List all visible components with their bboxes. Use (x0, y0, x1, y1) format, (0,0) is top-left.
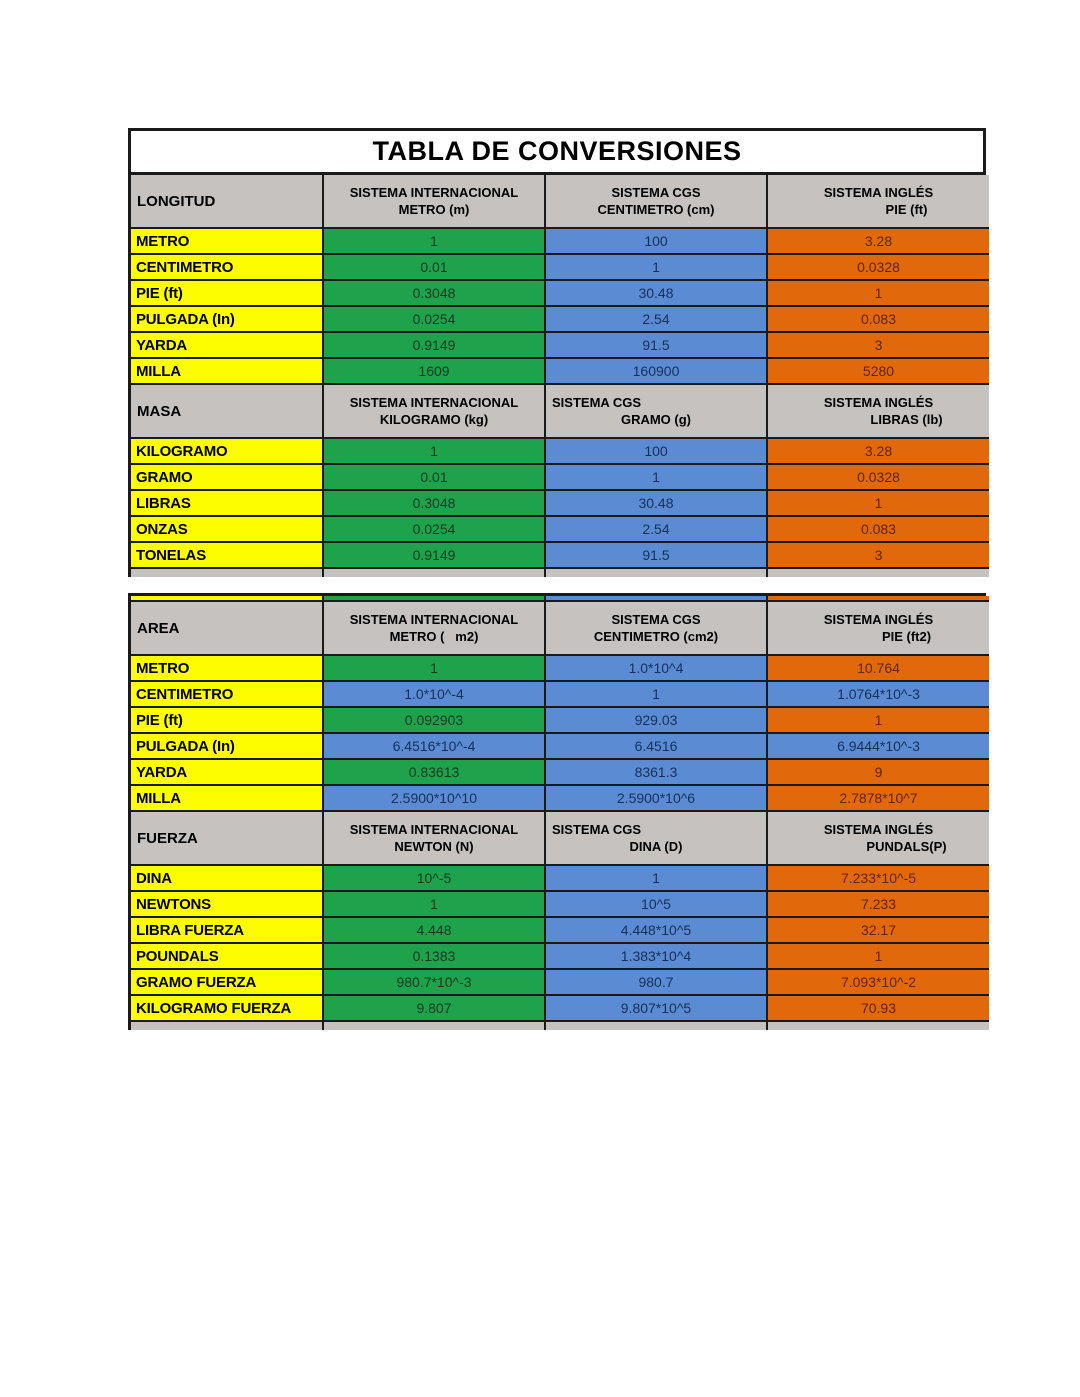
conversion-row (131, 255, 983, 281)
value-cell: 2.7878*10^7 (768, 786, 989, 812)
partial-row-cell (131, 569, 324, 577)
row-label-cell: ONZAS (131, 517, 324, 543)
value-cell: 1609 (324, 359, 546, 385)
system-header-cell (768, 602, 989, 656)
value-cell: 1.0764*10^-3 (768, 682, 989, 708)
value-cell: 0.83613 (324, 760, 546, 786)
partial-row-strip (131, 569, 983, 577)
value-cell: 1 (546, 866, 768, 892)
system-header-line2: KILOGRAMO (kg) (379, 412, 489, 427)
partial-row-cell (131, 1022, 324, 1030)
conversion-row (131, 944, 983, 970)
system-header-cell (324, 812, 546, 866)
conversion-row (131, 996, 983, 1022)
value-cell: 6.9444*10^-3 (768, 734, 989, 760)
value-cell: 1 (324, 229, 546, 255)
value-cell: 1 (324, 892, 546, 918)
row-label-cell: CENTIMETRO (131, 682, 324, 708)
value-cell: 1 (768, 944, 989, 970)
system-header-line2: CENTIMETRO (cm2) (593, 629, 719, 644)
value-cell: 3.28 (768, 439, 989, 465)
value-cell: 929.03 (546, 708, 768, 734)
system-header-line1: SISTEMA CGS (552, 822, 642, 837)
row-label-cell: YARDA (131, 333, 324, 359)
value-cell: 0.9149 (324, 543, 546, 569)
value-cell: 7.093*10^-2 (768, 970, 989, 996)
conversion-row (131, 918, 983, 944)
value-cell: 0.1383 (324, 944, 546, 970)
value-cell: 3 (768, 543, 989, 569)
system-header-line1: SISTEMA INTERNACIONAL (349, 185, 519, 200)
value-cell: 0.0328 (768, 465, 989, 491)
page-title: TABLA DE CONVERSIONES (131, 131, 983, 175)
row-label-cell: PIE (ft) (131, 708, 324, 734)
section-header-row-masa (131, 385, 983, 439)
value-cell: 0.092903 (324, 708, 546, 734)
system-header-line2: NEWTON (N) (394, 839, 474, 854)
system-header-cell (546, 812, 768, 866)
category-header-cell: AREA (131, 602, 324, 656)
value-cell: 2.54 (546, 517, 768, 543)
partial-row-cell (546, 1022, 768, 1030)
row-label-cell: DINA (131, 866, 324, 892)
system-header-line2: GRAMO (g) (620, 412, 692, 427)
system-header-line1: SISTEMA INTERNACIONAL (349, 395, 519, 410)
table-longitud-masa (128, 128, 986, 577)
row-label-cell: NEWTONS (131, 892, 324, 918)
value-cell: 1 (768, 491, 989, 517)
value-cell: 0.9149 (324, 333, 546, 359)
system-header-cell (768, 175, 989, 229)
conversion-row (131, 281, 983, 307)
system-header-line2: PUNDALS(P) (866, 839, 947, 854)
value-cell: 1.0*10^-4 (324, 682, 546, 708)
conversion-row (131, 708, 983, 734)
partial-row-strip (131, 1022, 983, 1030)
value-cell: 0.0254 (324, 517, 546, 543)
row-label-cell: LIBRAS (131, 491, 324, 517)
system-header-line2: CENTIMETRO (cm) (597, 202, 715, 217)
value-cell: 2.5900*10^10 (324, 786, 546, 812)
conversion-row (131, 786, 983, 812)
system-header-line2: PIE (ft2) (881, 629, 932, 644)
value-cell: 10^-5 (324, 866, 546, 892)
value-cell: 0.083 (768, 307, 989, 333)
value-cell: 100 (546, 229, 768, 255)
system-header-cell (546, 602, 768, 656)
section-header-row-area (131, 602, 983, 656)
row-label-cell: GRAMO FUERZA (131, 970, 324, 996)
row-label-cell: MILLA (131, 359, 324, 385)
system-header-line1: SISTEMA INTERNACIONAL (349, 612, 519, 627)
table-area-fuerza (128, 593, 986, 1030)
value-cell: 1 (546, 682, 768, 708)
value-cell: 1.383*10^4 (546, 944, 768, 970)
system-header-line1: SISTEMA CGS (611, 185, 701, 200)
value-cell: 5280 (768, 359, 989, 385)
value-cell: 4.448*10^5 (546, 918, 768, 944)
value-cell: 4.448 (324, 918, 546, 944)
value-cell: 91.5 (546, 543, 768, 569)
value-cell: 0.01 (324, 465, 546, 491)
value-cell: 9 (768, 760, 989, 786)
system-header-cell (324, 385, 546, 439)
table-body (131, 175, 983, 569)
row-label-cell: GRAMO (131, 465, 324, 491)
system-header-line2: LIBRAS (lb) (870, 412, 943, 427)
value-cell: 1 (324, 439, 546, 465)
value-cell: 2.54 (546, 307, 768, 333)
row-label-cell: LIBRA FUERZA (131, 918, 324, 944)
value-cell: 0.3048 (324, 491, 546, 517)
conversion-row (131, 760, 983, 786)
row-label-cell: PIE (ft) (131, 281, 324, 307)
system-header-line2: PIE (ft) (885, 202, 928, 217)
conversion-row (131, 543, 983, 569)
partial-row-cell (768, 569, 989, 577)
value-cell: 0.01 (324, 255, 546, 281)
section-header-row-longitud (131, 175, 983, 229)
conversion-row (131, 892, 983, 918)
partial-row-cell (324, 1022, 546, 1030)
conversion-row (131, 465, 983, 491)
row-label-cell: KILOGRAMO (131, 439, 324, 465)
system-header-line1: SISTEMA CGS (552, 395, 642, 410)
value-cell: 0.0328 (768, 255, 989, 281)
system-header-line1: SISTEMA INGLÉS (823, 395, 934, 410)
value-cell: 1 (324, 656, 546, 682)
conversion-row (131, 491, 983, 517)
value-cell: 10^5 (546, 892, 768, 918)
value-cell: 9.807*10^5 (546, 996, 768, 1022)
system-header-line2: DINA (D) (629, 839, 683, 854)
value-cell: 1 (546, 255, 768, 281)
conversion-row (131, 229, 983, 255)
value-cell: 0.083 (768, 517, 989, 543)
value-cell: 1 (768, 708, 989, 734)
system-header-cell (768, 385, 989, 439)
row-label-cell: CENTIMETRO (131, 255, 324, 281)
row-label-cell: MILLA (131, 786, 324, 812)
row-label-cell: METRO (131, 229, 324, 255)
value-cell: 9.807 (324, 996, 546, 1022)
value-cell: 30.48 (546, 491, 768, 517)
system-header-cell (546, 385, 768, 439)
conversion-row (131, 970, 983, 996)
value-cell: 91.5 (546, 333, 768, 359)
value-cell: 10.764 (768, 656, 989, 682)
value-cell: 1 (768, 281, 989, 307)
value-cell: 1.0*10^4 (546, 656, 768, 682)
system-header-line1: SISTEMA INGLÉS (823, 612, 934, 627)
value-cell: 2.5900*10^6 (546, 786, 768, 812)
table-body (131, 602, 983, 1022)
system-header-line1: SISTEMA INGLÉS (823, 822, 934, 837)
category-header-cell: FUERZA (131, 812, 324, 866)
conversion-row (131, 307, 983, 333)
conversion-row (131, 359, 983, 385)
system-header-cell (324, 175, 546, 229)
value-cell: 980.7 (546, 970, 768, 996)
conversion-row (131, 866, 983, 892)
partial-row-cell (546, 569, 768, 577)
system-header-cell (768, 812, 989, 866)
value-cell: 7.233*10^-5 (768, 866, 989, 892)
system-header-line2: METRO (m) (398, 202, 470, 217)
conversion-row (131, 517, 983, 543)
partial-row-cell (324, 569, 546, 577)
value-cell: 70.93 (768, 996, 989, 1022)
row-label-cell: PULGADA (In) (131, 734, 324, 760)
value-cell: 980.7*10^-3 (324, 970, 546, 996)
system-header-line1: SISTEMA CGS (611, 612, 701, 627)
row-label-cell: KILOGRAMO FUERZA (131, 996, 324, 1022)
value-cell: 6.4516*10^-4 (324, 734, 546, 760)
conversion-row (131, 682, 983, 708)
system-header-line2: METRO ( m2) (389, 629, 479, 644)
row-label-cell: YARDA (131, 760, 324, 786)
value-cell: 0.3048 (324, 281, 546, 307)
value-cell: 3.28 (768, 229, 989, 255)
value-cell: 160900 (546, 359, 768, 385)
row-label-cell: PULGADA (In) (131, 307, 324, 333)
conversion-row (131, 656, 983, 682)
value-cell: 7.233 (768, 892, 989, 918)
row-label-cell: TONELAS (131, 543, 324, 569)
partial-row-cell (768, 1022, 989, 1030)
value-cell: 3 (768, 333, 989, 359)
section-header-row-fuerza (131, 812, 983, 866)
document-page (128, 128, 986, 1030)
category-header-cell: MASA (131, 385, 324, 439)
value-cell: 6.4516 (546, 734, 768, 760)
conversion-row (131, 333, 983, 359)
value-cell: 0.0254 (324, 307, 546, 333)
row-label-cell: METRO (131, 656, 324, 682)
system-header-line1: SISTEMA INTERNACIONAL (349, 822, 519, 837)
row-label-cell: POUNDALS (131, 944, 324, 970)
value-cell: 100 (546, 439, 768, 465)
value-cell: 1 (546, 465, 768, 491)
category-header-cell: LONGITUD (131, 175, 324, 229)
system-header-cell (546, 175, 768, 229)
value-cell: 30.48 (546, 281, 768, 307)
value-cell: 8361.3 (546, 760, 768, 786)
conversion-row (131, 734, 983, 760)
conversion-row (131, 439, 983, 465)
system-header-line1: SISTEMA INGLÉS (823, 185, 934, 200)
table-gap (128, 577, 986, 593)
value-cell: 32.17 (768, 918, 989, 944)
system-header-cell (324, 602, 546, 656)
